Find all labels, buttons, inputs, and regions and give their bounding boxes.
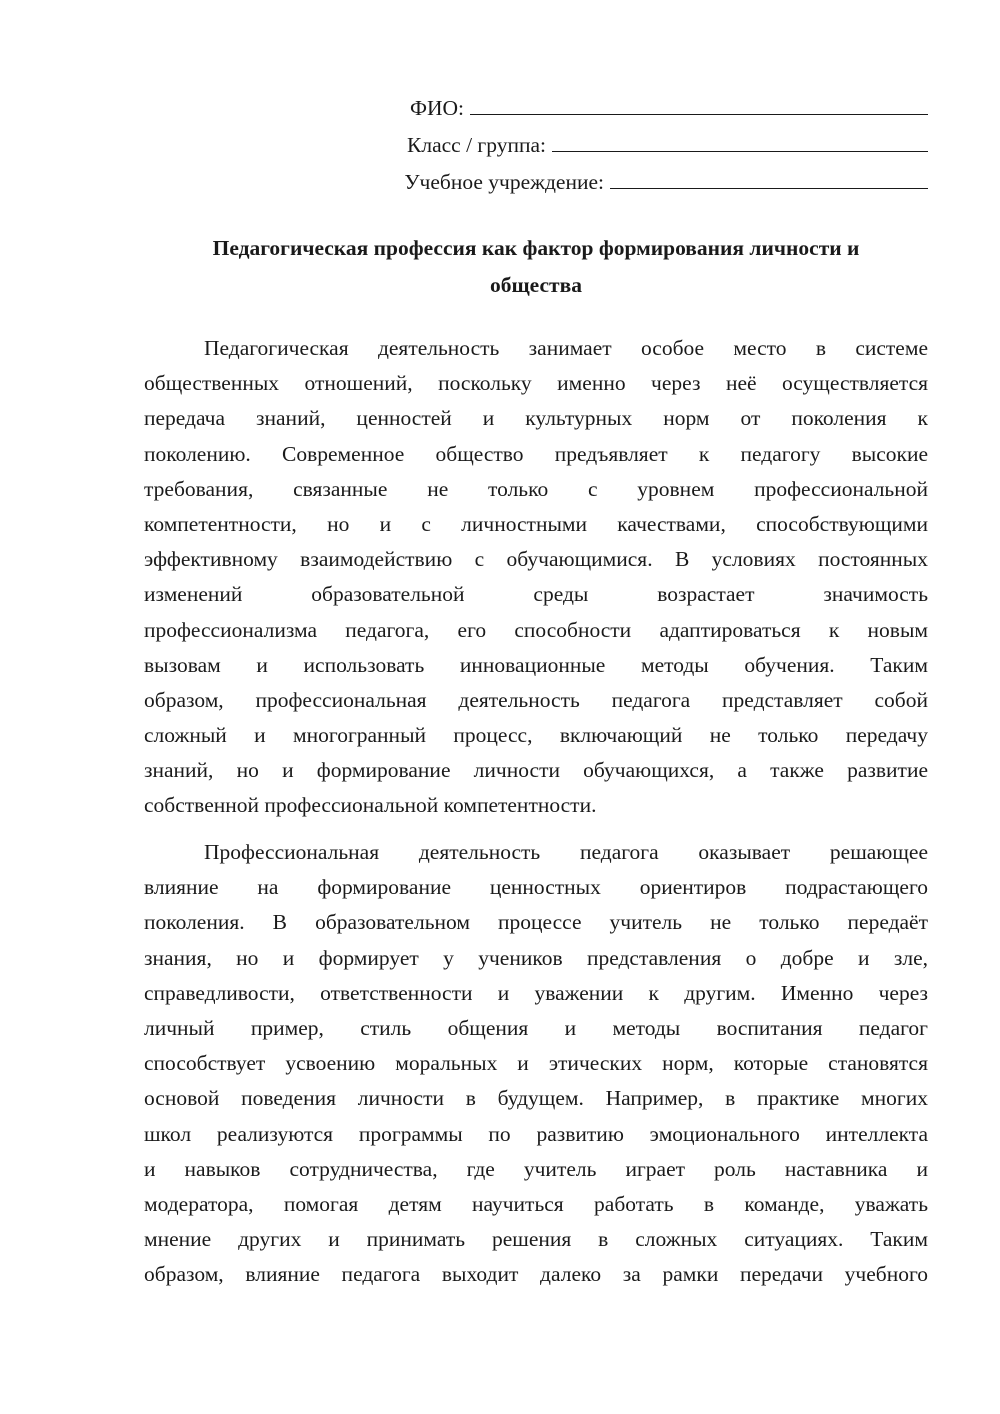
title-line: Педагогическая профессия как фактор формирования личности и xyxy=(212,236,860,260)
paragraph-line: эффективному взаимодействию с обучающимися. В условиях постоянных xyxy=(144,547,928,572)
class-blank-line xyxy=(552,129,928,152)
paragraph-line: Педагогическая деятельность занимает особое место в системе xyxy=(204,336,928,360)
paragraph-line: поколения. В образовательном процессе учитель не только передаёт xyxy=(144,910,928,935)
class-label: Класс / группа: xyxy=(407,133,546,157)
paragraph-line: модератора, помогая детям научиться работать в команде, уважать xyxy=(144,1191,928,1216)
paragraph-line: требования, связанные не только с уровнем профессиональной xyxy=(144,476,928,501)
school-label: Учебное учреждение: xyxy=(404,170,604,194)
paragraph-line: знания, но и формирует у учеников представления о добре и зле, xyxy=(144,945,928,970)
paragraph-line: поколению. Современное общество предъявляет к педагогу высокие xyxy=(144,441,928,466)
paragraph-1 xyxy=(144,331,928,824)
fio-blank-line xyxy=(470,92,928,115)
paragraph-line: Профессиональная деятельность педагога оказывает решающее xyxy=(204,840,928,864)
paragraph-line: общественных отношений, поскольку именно через неё осуществляется xyxy=(144,371,928,396)
paragraph-line: влияние на формирование ценностных ориентиров подрастающего xyxy=(144,875,928,900)
paragraph-line: передача знаний, ценностей и культурных норм от поколения к xyxy=(144,406,928,431)
paragraph-line: образом, профессиональная деятельность педагога представляет собой xyxy=(144,687,928,712)
paragraph-line: образом, влияние педагога выходит далеко за рамки передачи учебного xyxy=(144,1262,928,1287)
school-blank-line xyxy=(610,166,928,189)
document-title xyxy=(144,230,928,304)
paragraph-line: компетентности, но и с личностными качествами, способствующими xyxy=(144,511,928,536)
paragraph-line: мнение других и принимать решения в сложных ситуациях. Таким xyxy=(144,1227,928,1252)
paragraph-line: справедливости, ответственности и уважении к другим. Именно через xyxy=(144,980,928,1005)
fio-row xyxy=(328,92,928,129)
paragraph-2 xyxy=(144,835,928,1292)
paragraph-line: способствует усвоению моральных и этических норм, которые становятся xyxy=(144,1051,928,1076)
paragraph-line: профессионализма педагога, его способности адаптироваться к новым xyxy=(144,617,928,642)
paragraph-line: личный пример, стиль общения и методы воспитания педагог xyxy=(144,1015,928,1040)
paragraph-line: вызовам и использовать инновационные методы обучения. Таким xyxy=(144,652,928,677)
paragraph-line: знаний, но и формирование личности обучающихся, а также развитие xyxy=(144,758,928,783)
paragraph-line: собственной профессиональной компетентности. xyxy=(144,793,597,818)
fio-label: ФИО: xyxy=(409,96,464,120)
paragraph-line: основой поведения личности в будущем. Например, в практике многих xyxy=(144,1086,928,1111)
paragraph-line: изменений образовательной среды возрастает значимость xyxy=(144,582,928,607)
paragraph-line: школ реализуются программы по развитию эмоционального интеллекта xyxy=(144,1121,928,1146)
paragraph-line: сложный и многогранный процесс, включающий не только передачу xyxy=(144,723,928,748)
student-info-header xyxy=(328,92,928,203)
school-row xyxy=(328,166,928,203)
title-line: общества xyxy=(490,273,582,297)
paragraph-line: и навыков сотрудничества, где учитель играет роль наставника и xyxy=(144,1156,928,1181)
class-row xyxy=(328,129,928,166)
